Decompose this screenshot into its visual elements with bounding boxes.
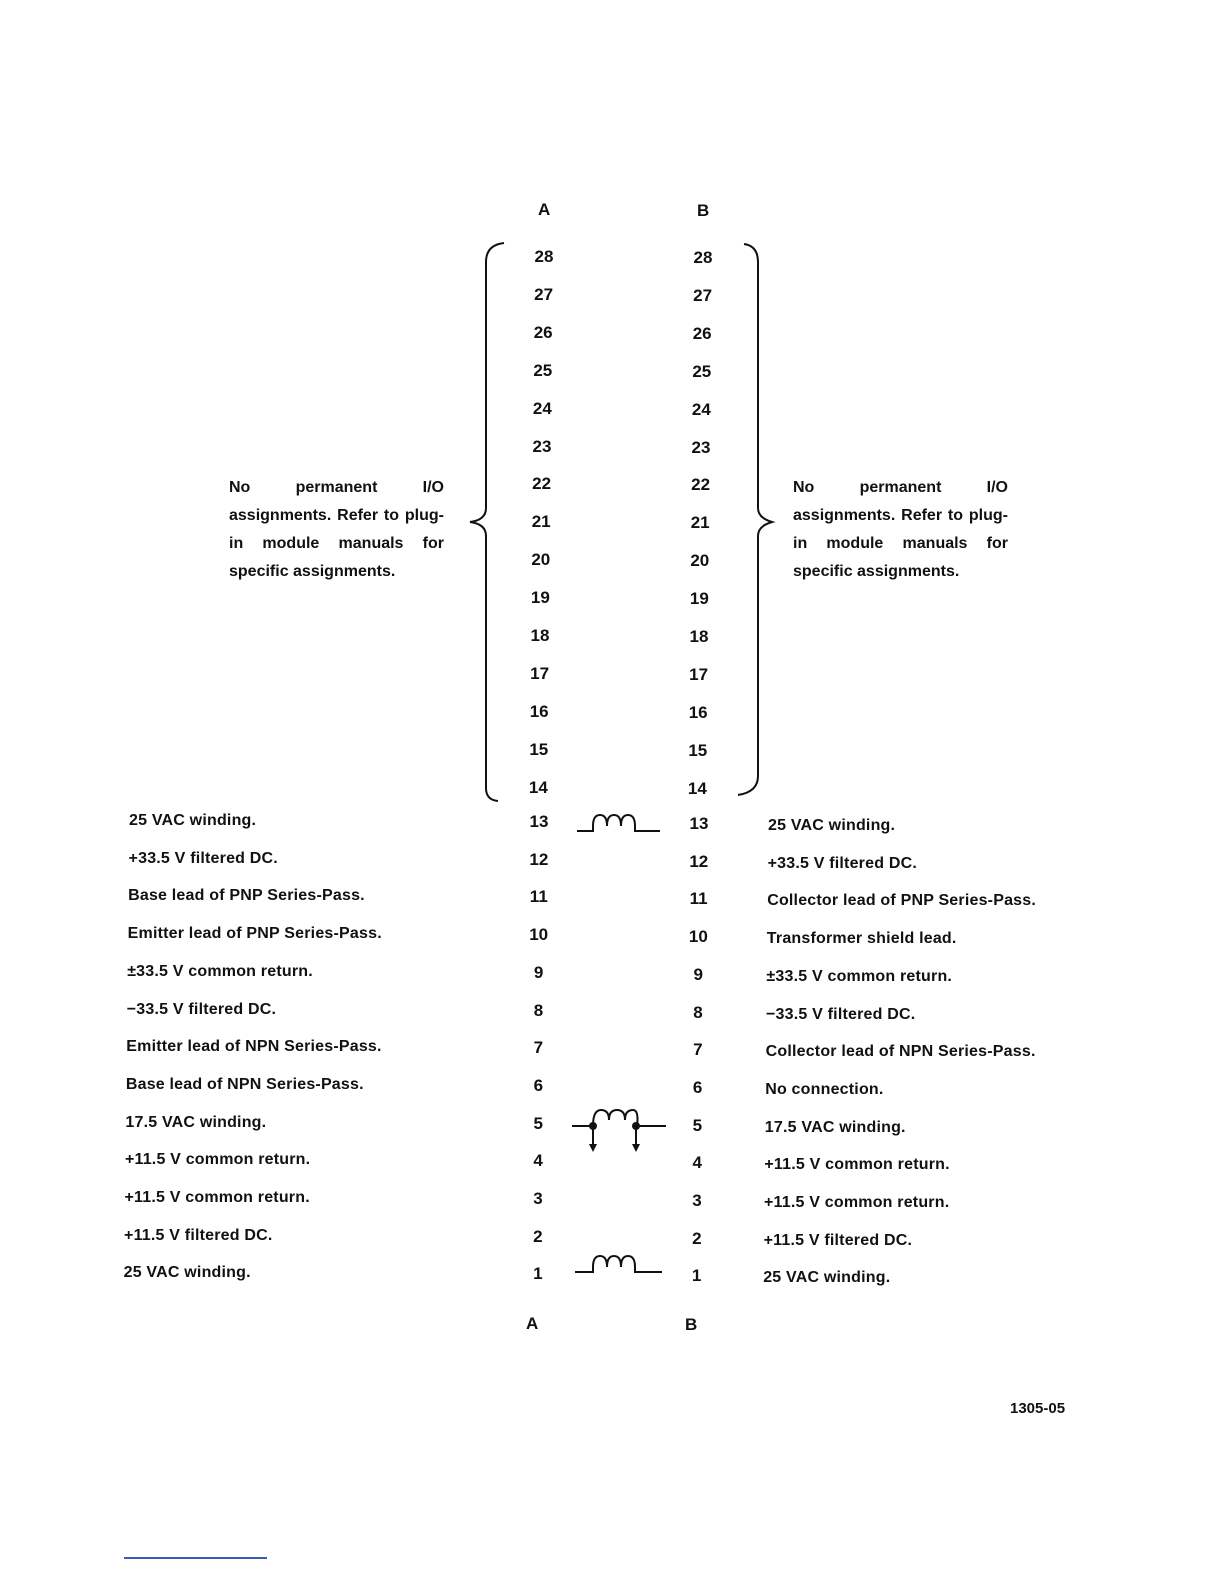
- pin-a-description: +11.5 V common return.: [124, 1189, 310, 1206]
- pin-a-number: 3: [533, 1189, 543, 1208]
- pin-b-description: +11.5 V filtered DC.: [763, 1231, 913, 1249]
- pin-a-description: +11.5 V filtered DC.: [124, 1226, 273, 1244]
- pin-b-number: 2: [692, 1228, 702, 1248]
- right-brace: [738, 244, 772, 795]
- pin-b-14: 14: [687, 778, 707, 798]
- pin-b-number: 5: [692, 1115, 703, 1135]
- pin-b-number: 10: [688, 927, 708, 947]
- pin-a-description: 25 VAC winding.: [129, 812, 257, 829]
- column-header-b-top: B: [697, 201, 710, 220]
- pin-a-25: 25: [533, 360, 553, 380]
- note-left: No permanent I/O assignments. Refer to plug-in module manuals for specific assignments.: [229, 479, 444, 580]
- pin-a-description: +33.5 V filtered DC.: [128, 849, 278, 867]
- pin-b-number: 8: [693, 1002, 703, 1022]
- pin-b-number: 6: [692, 1077, 703, 1097]
- column-header-b-bottom: B: [685, 1315, 698, 1334]
- pin-b-description: 25 VAC winding.: [768, 817, 896, 834]
- pin-a-16: 16: [529, 701, 549, 721]
- pin-a-description: Emitter lead of NPN Series-Pass.: [126, 1038, 382, 1056]
- pin-a-number: 4: [533, 1151, 543, 1171]
- pin-b-description: −33.5 V filtered DC.: [766, 1005, 916, 1023]
- pin-a-24: 24: [532, 398, 552, 418]
- column-header-a-bottom: A: [526, 1314, 539, 1333]
- pin-a-23: 23: [532, 436, 552, 456]
- pin-a-22: 22: [532, 474, 552, 494]
- pin-a-number: 11: [529, 887, 548, 907]
- left-brace: [470, 243, 504, 801]
- pin-a-description: ±33.5 V common return.: [127, 962, 313, 980]
- pin-a-number: 6: [533, 1075, 544, 1095]
- pin-a-number: 12: [529, 849, 549, 869]
- pin-a-number: 9: [533, 962, 544, 982]
- pin-b-number: 3: [692, 1191, 702, 1210]
- pin-b-number: 4: [692, 1153, 702, 1173]
- pin-b-number: 13: [689, 814, 709, 833]
- pin-a-number: 8: [533, 1000, 544, 1020]
- pin-a-27: 27: [534, 284, 554, 304]
- pin-b-description: ±33.5 V common return.: [766, 967, 953, 985]
- pin-a-21: 21: [531, 512, 551, 532]
- figure-number: 1305-05: [1010, 1400, 1066, 1417]
- pin-b-26: 26: [692, 323, 712, 343]
- pin-b-20: 20: [690, 551, 710, 571]
- pin-a-description: Base lead of NPN Series-Pass.: [125, 1075, 364, 1093]
- note-right: No permanent I/O assignments. Refer to plug-in module manuals for specific assignments.: [793, 479, 1008, 580]
- pin-a-number: 13: [529, 812, 549, 831]
- pin-b-number: 12: [689, 851, 709, 871]
- pin-b-description: Collector lead of PNP Series-Pass.: [767, 892, 1037, 910]
- pin-b-15: 15: [688, 740, 708, 760]
- pin-b-28: 28: [693, 248, 713, 267]
- pin-b-description: Transformer shield lead.: [766, 930, 957, 948]
- pin-b-number: 1: [691, 1266, 702, 1286]
- pin-b-description: 17.5 VAC winding.: [764, 1118, 906, 1136]
- pin-a-description: Emitter lead of PNP Series-Pass.: [127, 925, 382, 943]
- coil-symbol-13: [577, 815, 660, 831]
- pin-a-18: 18: [530, 626, 550, 645]
- coil-symbol-1: [575, 1256, 662, 1272]
- pin-b-description: +11.5 V common return.: [764, 1194, 950, 1211]
- pin-a-description: 25 VAC winding.: [123, 1264, 251, 1282]
- footnote-rule: [124, 1557, 267, 1559]
- pin-a-number: 7: [533, 1038, 544, 1058]
- pin-a-description: +11.5 V common return.: [124, 1151, 311, 1169]
- pin-b-number: 11: [689, 889, 708, 909]
- pin-a-number: 5: [533, 1113, 543, 1133]
- pin-b-24: 24: [691, 399, 711, 419]
- column-header-a-top: A: [538, 200, 551, 219]
- pin-b-19: 19: [689, 589, 709, 609]
- coil-symbol-5: [572, 1110, 666, 1148]
- pin-a-number: 2: [533, 1226, 543, 1246]
- pin-a-20: 20: [531, 550, 551, 570]
- pin-a-19: 19: [530, 588, 550, 608]
- pin-a-26: 26: [533, 322, 553, 342]
- pin-a-number: 10: [529, 925, 549, 945]
- pin-a-15: 15: [529, 739, 549, 759]
- pin-a-28: 28: [534, 247, 554, 266]
- pin-a-description: Base lead of PNP Series-Pass.: [128, 887, 365, 905]
- pin-b-23: 23: [691, 437, 711, 457]
- pin-b-25: 25: [692, 361, 712, 381]
- pin-a-17: 17: [530, 663, 550, 683]
- pin-b-16: 16: [688, 702, 708, 722]
- pin-b-description: 25 VAC winding.: [763, 1269, 891, 1287]
- pin-b-number: 9: [693, 964, 703, 984]
- pin-a-14: 14: [528, 777, 548, 797]
- pin-a-description: −33.5 V filtered DC.: [126, 1000, 277, 1018]
- pin-b-27: 27: [693, 285, 713, 305]
- pin-b-17: 17: [689, 664, 709, 684]
- pin-a-number: 1: [533, 1264, 543, 1284]
- pin-b-description: Collector lead of NPN Series-Pass.: [765, 1043, 1036, 1061]
- pin-b-description: +33.5 V filtered DC.: [767, 854, 917, 872]
- pin-b-21: 21: [690, 513, 710, 533]
- pin-b-description: +11.5 V common return.: [764, 1156, 950, 1174]
- pin-b-22: 22: [691, 475, 711, 495]
- pin-b-description: No connection.: [765, 1080, 884, 1098]
- pin-a-description: 17.5 VAC winding.: [125, 1113, 267, 1131]
- pin-b-number: 7: [693, 1040, 703, 1060]
- pin-b-18: 18: [689, 627, 709, 646]
